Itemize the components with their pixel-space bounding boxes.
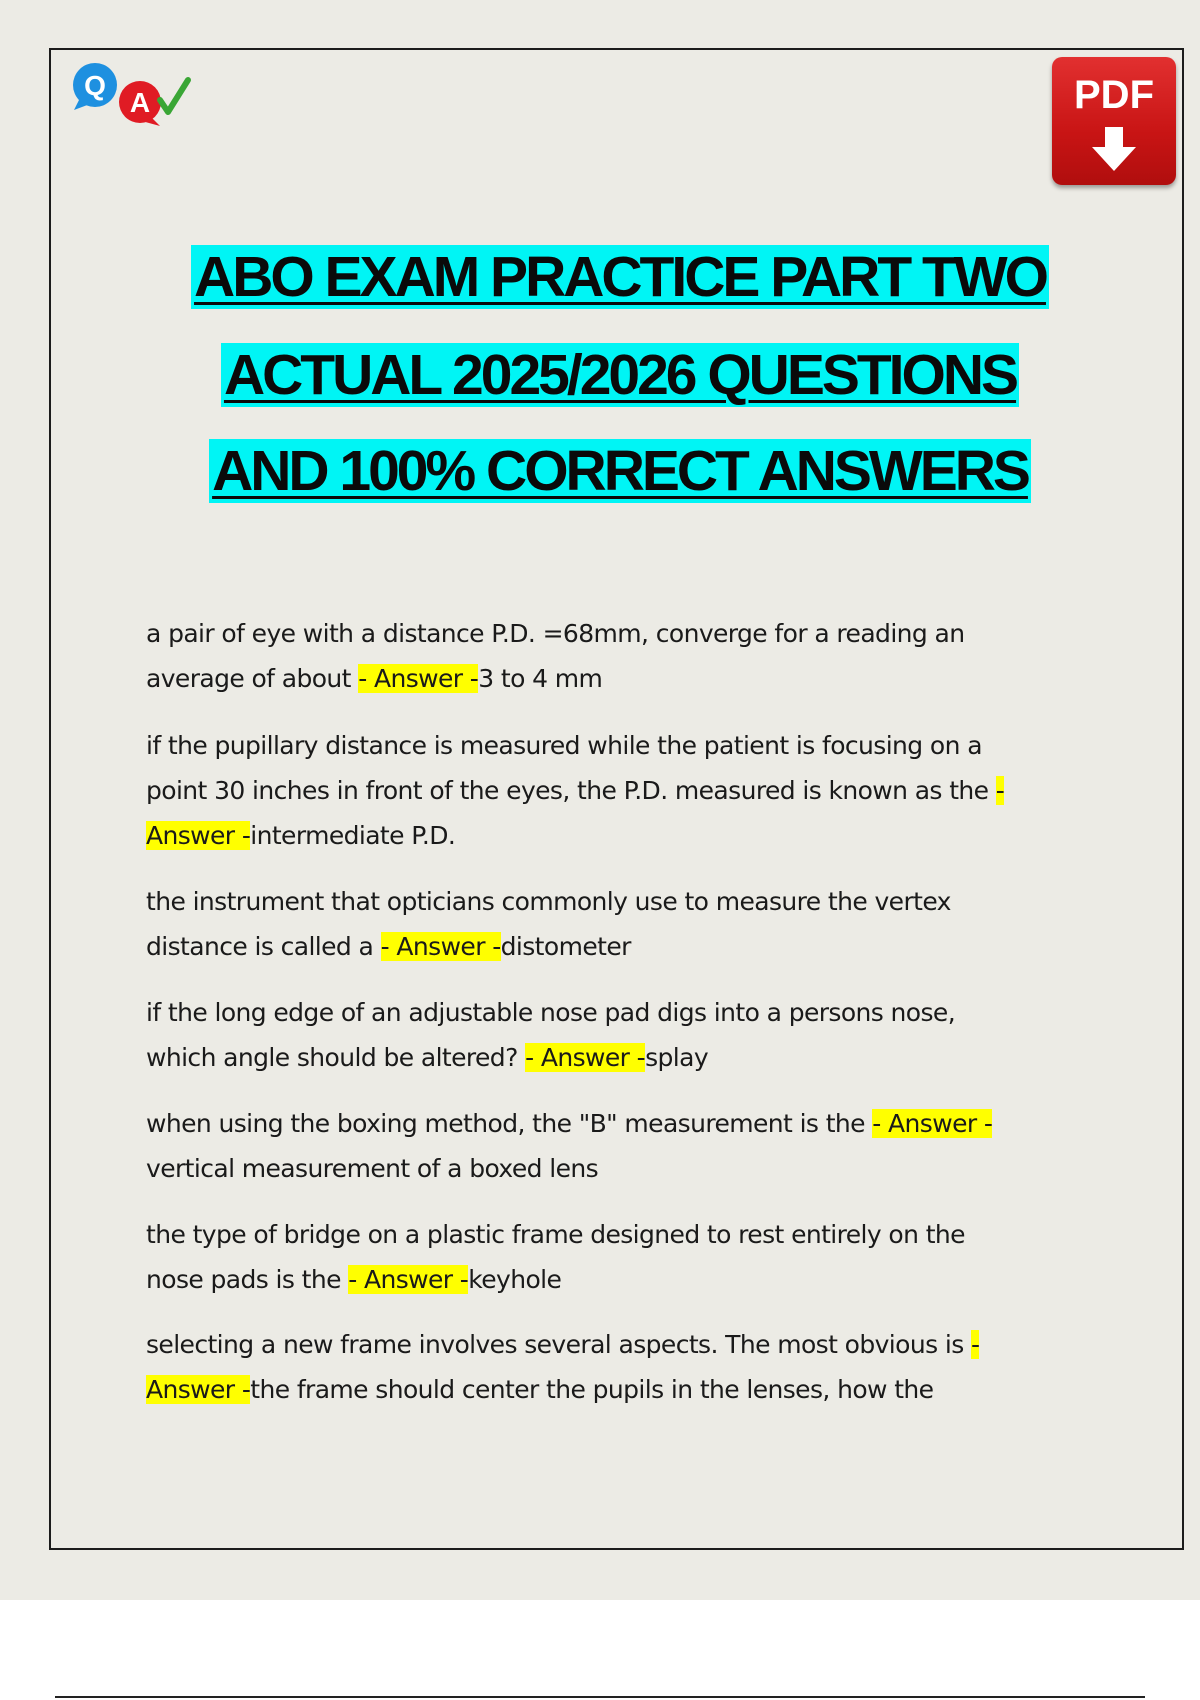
answer-text: the frame should center the pupils in the lenses, how the	[250, 1375, 934, 1404]
question-text: which angle should be altered?	[146, 1043, 526, 1072]
qa-logo-a-letter: A	[129, 87, 151, 118]
page-bottom-rule	[55, 1696, 1145, 1698]
qa-item	[146, 1101, 1086, 1191]
answer-marker: - Answer -	[380, 932, 501, 961]
answer-text: 3 to 4 mm	[478, 664, 603, 693]
pdf-label: PDF	[1074, 73, 1154, 117]
question-text: nose pads is the	[146, 1265, 349, 1294]
qa-item	[146, 879, 1086, 969]
question-text: point 30 inches in front of the eyes, the P.D. measured is known as the	[146, 776, 996, 805]
qa-item	[146, 1212, 1086, 1302]
qa-item	[146, 1322, 1086, 1412]
qa-line	[146, 1035, 1086, 1080]
qa-item	[146, 611, 1086, 701]
qa-check-logo-icon	[68, 58, 198, 128]
question-text: the type of bridge on a plastic frame designed to rest entirely on the	[146, 1220, 965, 1249]
question-text: selecting a new frame involves several aspects. The most obvious is	[146, 1330, 971, 1359]
answer-text: splay	[645, 1043, 709, 1072]
qa-item	[146, 990, 1086, 1080]
answer-marker: -	[970, 1330, 980, 1359]
qa-line	[146, 1257, 1086, 1302]
answer-marker: - Answer -	[358, 664, 479, 693]
title-line	[0, 342, 1200, 408]
qa-item	[146, 723, 1086, 858]
qa-line	[146, 1146, 1086, 1191]
qa-line	[146, 1367, 1086, 1412]
pdf-download-button[interactable]	[1052, 57, 1176, 185]
qa-line	[146, 768, 1086, 813]
qa-line	[146, 611, 1086, 656]
title-line	[0, 244, 1200, 310]
qa-line	[146, 990, 1086, 1035]
qa-logo-q-letter: Q	[84, 70, 106, 101]
qa-line	[146, 723, 1086, 768]
qa-line	[146, 924, 1086, 969]
question-text: the instrument that opticians commonly use to measure the vertex	[146, 887, 951, 916]
title-line-text: AND 100% CORRECT ANSWERS	[209, 439, 1031, 503]
answer-marker: Answer -	[146, 821, 251, 850]
answer-text: intermediate P.D.	[250, 821, 456, 850]
answer-text: distometer	[500, 932, 631, 961]
question-text: vertical measurement of a boxed lens	[146, 1154, 599, 1183]
question-text: distance is called a	[146, 932, 381, 961]
answer-marker: -	[995, 776, 1005, 805]
qa-line	[146, 813, 1086, 858]
answer-marker: Answer -	[146, 1375, 251, 1404]
question-text: a pair of eye with a distance P.D. =68mm, converge for a reading an	[146, 619, 965, 648]
answer-marker: - Answer -	[872, 1109, 993, 1138]
download-arrow-icon	[1090, 127, 1138, 173]
qa-line	[146, 656, 1086, 701]
question-text: if the long edge of an adjustable nose pad digs into a persons nose,	[146, 998, 956, 1027]
answer-text: keyhole	[468, 1265, 562, 1294]
qa-line	[146, 1322, 1086, 1367]
title-line-text: ABO EXAM PRACTICE PART TWO	[191, 245, 1049, 309]
qa-line	[146, 1212, 1086, 1257]
question-text: when using the boxing method, the "B" measurement is the	[146, 1109, 873, 1138]
question-text: average of about	[146, 664, 359, 693]
answer-marker: - Answer -	[348, 1265, 469, 1294]
qa-line	[146, 1101, 1086, 1146]
title-line-text: ACTUAL 2025/2026 QUESTIONS	[221, 343, 1019, 407]
title-line	[0, 438, 1200, 504]
question-text: if the pupillary distance is measured while the patient is focusing on a	[146, 731, 982, 760]
answer-marker: - Answer -	[525, 1043, 646, 1072]
qa-line	[146, 879, 1086, 924]
